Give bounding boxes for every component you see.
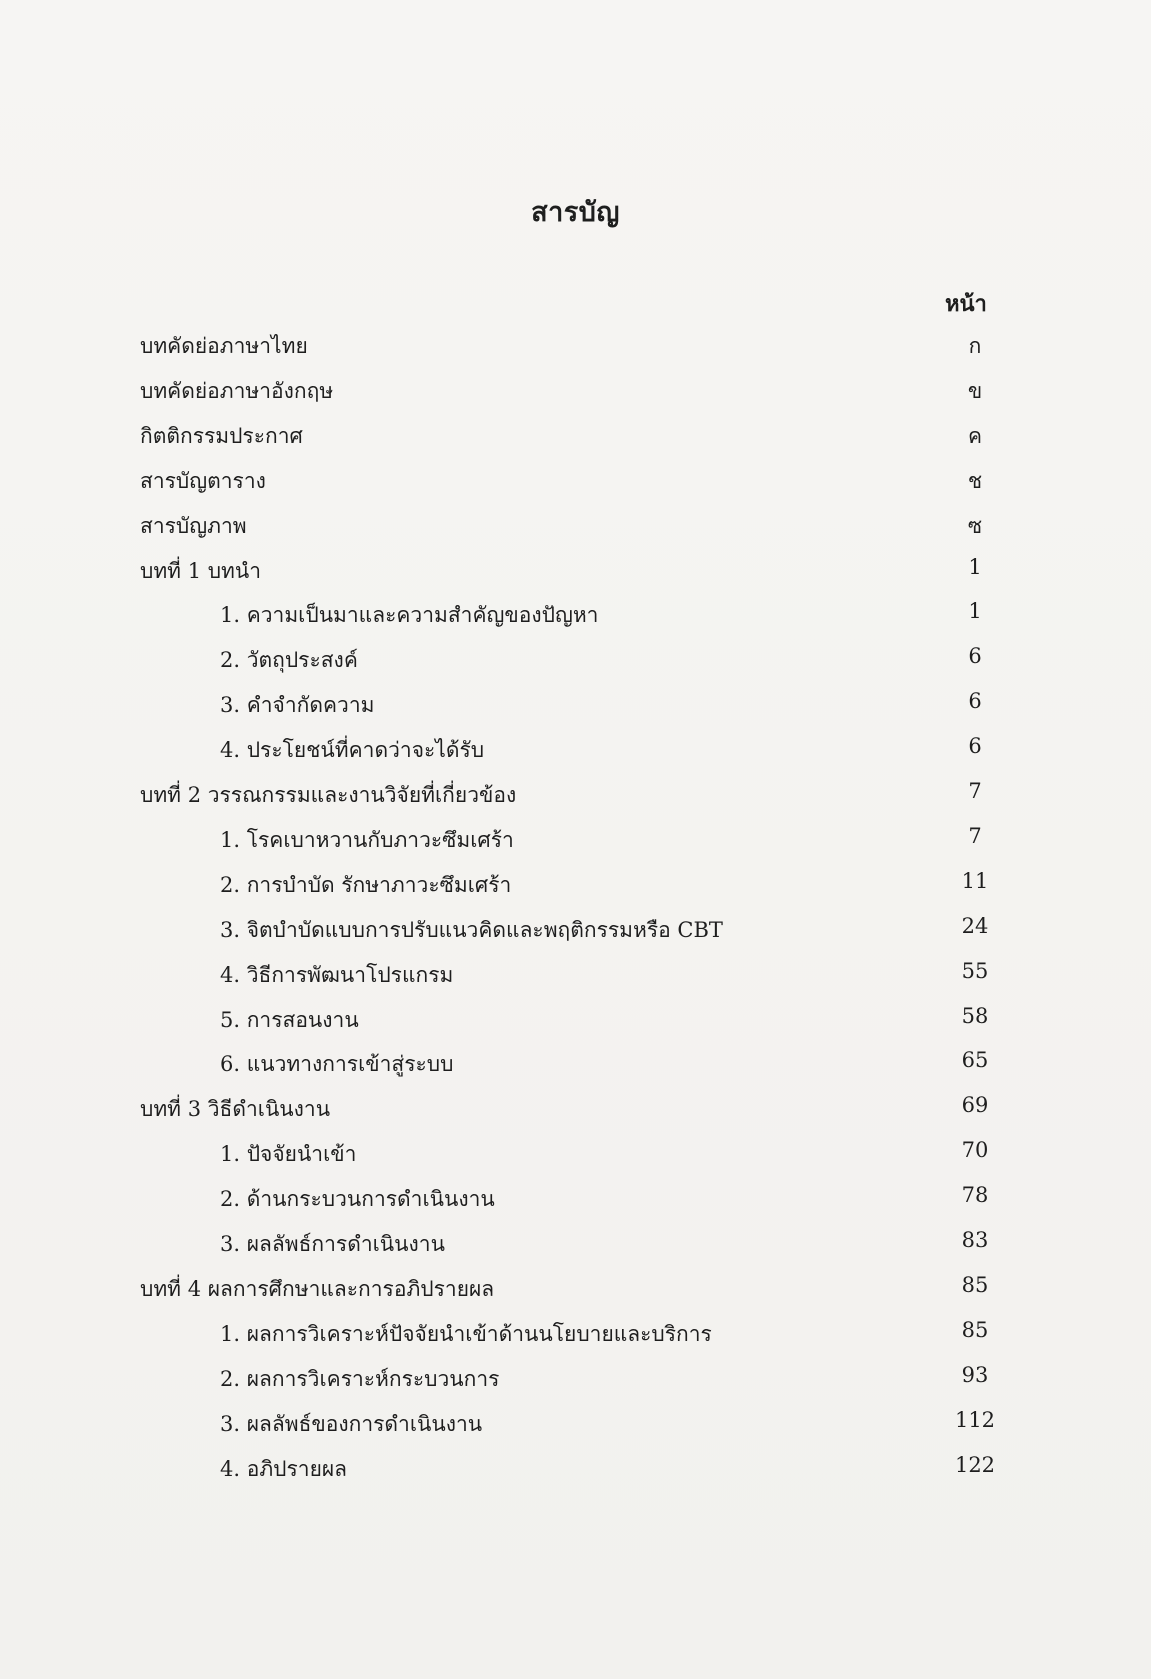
toc-entry-label: 1. ผลการวิเคราะห์ปัจจัยนำเข้าด้านนโยบายและบริการ [220,1321,712,1346]
toc-entry-label: บทที่ 1 บทนำ [140,558,262,583]
toc-entry-page-number: ช [967,468,983,493]
toc-subentry [0,1408,1151,1452]
toc-entry-page-number: 69 [961,1093,989,1118]
toc-subentry [0,1228,1151,1272]
toc-entry-page-number: 55 [961,958,989,983]
toc-entry-page-number: 122 [954,1452,996,1477]
toc-subentry [0,1138,1151,1182]
toc-entry-page-number: 6 [968,644,982,669]
toc-entry-label: 5. การสอนงาน [220,1007,359,1032]
toc-entry-page-number: 11 [961,868,989,893]
toc-entry-label: กิตติกรรมประกาศ [140,423,303,448]
toc-entry-label: 6. แนวทางการเข้าสู่ระบบ [220,1052,454,1077]
toc-entry-label: 1. ความเป็นมาและความสำคัญของปัญหา [220,603,599,628]
toc-entry [0,510,1151,554]
toc-entry-page-number: 65 [961,1048,989,1073]
toc-subentry [0,1048,1151,1092]
toc-subentry [0,1318,1151,1362]
toc-entry-label: บทที่ 2 วรรณกรรมและงานวิจัยที่เกี่ยวข้อง [140,783,517,807]
toc-entry-page-number: 85 [961,1317,989,1342]
toc-subentry [0,1453,1151,1497]
toc-entry [0,420,1151,464]
toc-entry-label: สารบัญตาราง [140,468,266,493]
toc-entry [0,1093,1151,1137]
toc-entry-label: 1. ปัจจัยนำเข้า [220,1142,357,1167]
toc-subentry [0,824,1151,868]
toc-entry-page-number: ก [968,334,982,358]
toc-entry-label: บทที่ 3 วิธีดำเนินงาน [140,1097,331,1122]
toc-entry-label: 4. อภิปรายผล [220,1456,348,1481]
toc-entry-label: บทคัดย่อภาษาไทย [140,334,308,358]
toc-entry [0,1273,1151,1317]
toc-subentry [0,1004,1151,1048]
toc-entry [0,555,1151,599]
toc-entry-label: 3. คำจำกัดความ [220,693,375,718]
toc-entry-label: 2. ผลการวิเคราะห์กระบวนการ [220,1366,500,1391]
toc-entry-label: 2. วัตถุประสงค์ [220,648,358,673]
toc-subentry [0,959,1151,1003]
toc-entry-page-number: 83 [961,1228,989,1252]
toc-entry-page-number: ซ [967,513,983,538]
toc-entry [0,375,1151,419]
toc-subentry [0,1183,1151,1227]
toc-entry-page-number: 85 [961,1272,989,1297]
toc-entry-label: 4. วิธีการพัฒนาโปรแกรม [220,962,454,987]
toc-entry-label: บทที่ 4 ผลการศึกษาและการอภิปรายผล [140,1276,495,1301]
toc-entry-label: 4. ประโยชน์ที่คาดว่าจะได้รับ [220,738,485,763]
toc-subentry [0,689,1151,733]
toc-entry [0,779,1151,823]
toc-entry-page-number: 6 [968,689,982,714]
toc-entry-page-number: 7 [968,823,982,848]
toc-entry-label: 2. ด้านกระบวนการดำเนินงาน [220,1187,495,1212]
toc-entry-label: บทคัดย่อภาษาอังกฤษ [140,378,334,403]
toc-subentry [0,644,1151,688]
page-column-header: หน้า [945,291,987,317]
toc-entry-page-number: 58 [961,1003,989,1028]
toc-entry-page-number: 93 [961,1362,989,1387]
toc-entry [0,330,1151,374]
toc-entry-page-number: 112 [954,1407,996,1432]
toc-entry-page-number: ค [967,423,983,448]
toc-entry-label: สารบัญภาพ [140,513,247,538]
toc-subentry [0,599,1151,643]
toc-entry-page-number: 70 [961,1138,989,1163]
toc-subentry [0,734,1151,778]
toc-entry-page-number: 78 [961,1183,989,1208]
toc-subentry [0,869,1151,913]
toc-entry-page-number: ข [967,378,983,403]
toc-entry-page-number: 1 [968,554,982,579]
toc-entry-page-number: 24 [961,913,989,938]
toc-subentry [0,914,1151,958]
toc-entry-label: 3. ผลลัพธ์ของการดำเนินงาน [220,1411,483,1436]
page-title: สารบัญ [531,197,620,228]
toc-subentry [0,1363,1151,1407]
toc-entry-label: 1. โรคเบาหวานกับภาวะซึมเศร้า [220,827,514,852]
toc-entry-page-number: 6 [968,734,982,759]
toc-entry-page-number: 1 [968,599,982,624]
toc-entry [0,465,1151,509]
toc-entry-page-number: 7 [968,779,982,803]
toc-entry-label: 3. ผลลัพธ์การดำเนินงาน [220,1232,445,1256]
toc-entry-label: 2. การบำบัด รักษาภาวะซึมเศร้า [220,872,512,897]
toc-entry-label: 3. จิตบำบัดแบบการปรับแนวคิดและพฤติกรรมหรือ CBT [220,917,723,942]
